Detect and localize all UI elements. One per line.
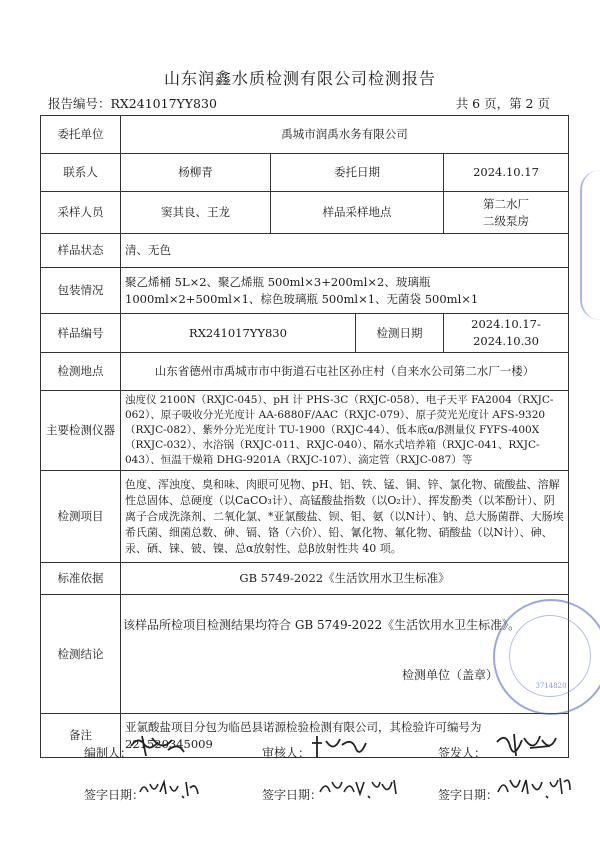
reviewer-date-handwritten-icon [318,774,398,802]
test-date-label: 检测日期 [356,314,444,353]
test-items-label: 检测项目 [41,471,121,563]
conclusion-cell [121,595,569,714]
standard-value: GB 5749-2022《生活饮用水卫生标准》 [121,563,569,595]
sampler-value: 窦其良、王龙 [121,192,271,234]
sample-site-label: 样品采样地点 [271,192,444,234]
sample-no-value: RX241017YY830 [121,314,356,353]
commission-date-value: 2024.10.17 [444,154,569,192]
sample-state-value: 清、无色 [121,234,569,268]
compiler-date-label: 签字日期： [84,788,145,802]
reviewer-signature-icon [308,733,370,761]
conclusion-label: 检测结论 [41,595,121,714]
sample-site-line-1: 第二水厂 [483,196,529,211]
table-row [41,353,569,391]
test-date-value: 2024.10.17-2024.10.30 [444,314,569,353]
commission-date-label: 委托日期 [271,154,444,192]
remarks-label: 备注 [41,714,121,758]
compiler-signature-icon [128,732,188,760]
standard-label: 标准依据 [41,563,121,595]
official-seal-icon: 3714820 [493,599,600,715]
table-row [41,192,569,234]
remarks-value: 亚氯酸盐项目分包为临邑县诺源检验检测有限公司，其检验许可编号为 221520345009 [121,714,569,758]
conclusion-text: 该样品所检项目检测结果均符合 GB 5749-2022《生活饮用水卫生标准》。 [123,618,521,632]
packaging-label: 包装情况 [41,268,121,314]
sample-site-value [444,192,569,234]
sample-site-line-2: 二级泵房 [483,213,529,228]
table-row [41,471,569,563]
table-row [41,268,569,314]
test-location-value: 山东省德州市禹城市市中街道石屯社区孙庄村（自来水公司第二水厂一楼） [121,353,569,391]
report-number: 报告编号：RX241017YY830 [48,96,217,111]
report-title: 山东润鑫水质检测有限公司检测报告 [163,69,436,88]
page-info: 共 6 页，第 2 页 [455,96,550,111]
table-row [41,595,569,714]
table-row [41,116,569,154]
client-label: 委托单位 [41,116,121,154]
sampler-label: 采样人员 [41,192,121,234]
seam-seal-icon [580,170,600,320]
report-table [40,115,569,758]
instruments-label: 主要检测仪器 [41,391,121,471]
conclusion-seal-text: 检测单位（盖章） [401,668,498,682]
sample-no-label: 样品编号 [41,314,121,353]
packaging-value: 聚乙烯桶 5L×2、聚乙烯瓶 500ml×3+200ml×2、玻璃瓶 1000ml×2+500ml×1、棕色玻璃瓶 500ml×1、无菌袋 500ml×1 [121,268,569,314]
test-items-value: 色度、浑浊度、臭和味、肉眼可见物、pH、铝、铁、锰、铜、锌、氯化物、硫酸盐、溶解性总固体、总硬度（以CaCO₃计）、高锰酸盐指数（以O₂计）、挥发酚类（以苯酚计）、阴离子合成洗涤剂、二氧化氯、*亚氯酸盐、钡、钼、氨（以N计）、钠、总大肠菌群、大肠埃希氏菌、细菌总数、砷、镉、铬（六价）、铅、氰化物、氟化物、硝酸盐（以N计）、砷、汞、硒、铼、铍、镍、总α放射性、总β放射性共 40 项。 [121,471,569,563]
test-location-label: 检测地点 [41,353,121,391]
table-row [41,234,569,268]
table-row [41,314,569,353]
approver-signature-icon [494,730,560,760]
approver-label: 签发人： [438,746,487,760]
table-row [41,391,569,471]
reviewer-date-label: 签字日期： [262,788,323,802]
client-value: 禹城市润禹水务有限公司 [121,116,569,154]
reviewer-label: 审核人： [262,746,311,760]
compiler-label: 编制人： [84,746,133,760]
approver-date-handwritten-icon [496,772,572,802]
contact-value: 杨柳青 [121,154,271,192]
approver-date-label: 签字日期： [438,788,499,802]
table-row [41,154,569,192]
instruments-value: 浊度仪 2100N（RXJC-045）、pH 计 PHS-3C（RXJC-058）、电子天平 FA2004（RXJC-062）、原子吸收分光光度计 AA-6880F/AAC（RXJC-079）、原子荧光光度计 AFS-9320（RXJC-082）、紫外分光光度计 TU-1900（RXJC-44）、低本底α/β测量仪 FYFS-400X（RXJC-032）、水浴锅（RXJC-011、RXJC-040）、隔水式培养箱（RXJC-041、RXJC-043）、恒温干燥箱 DHG-9201A（RXJC-107）、滴定管（RXJC-087）等 [121,391,569,471]
table-row [41,563,569,595]
contact-label: 联系人 [41,154,121,192]
compiler-date-handwritten-icon [138,776,200,802]
sample-state-label: 样品状态 [41,234,121,268]
